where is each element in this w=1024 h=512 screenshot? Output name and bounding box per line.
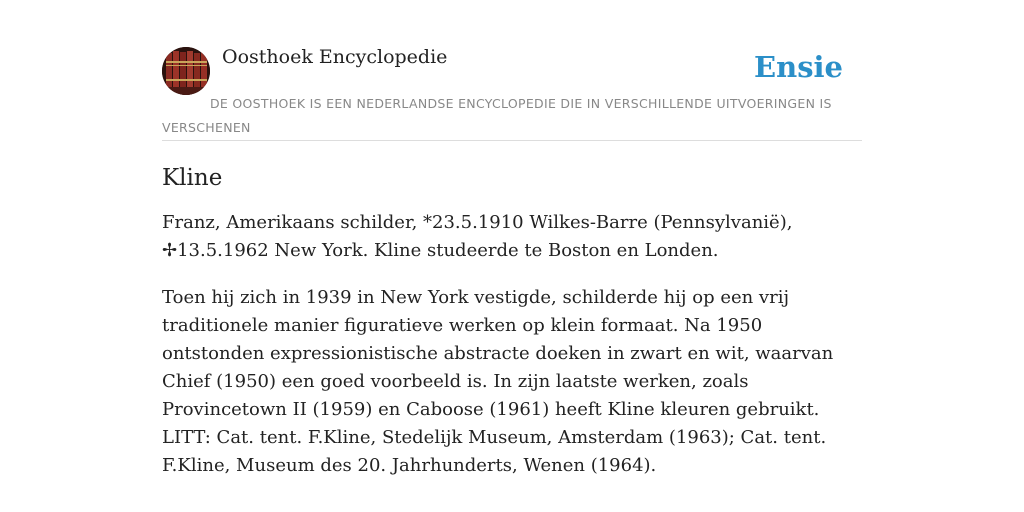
encyclopedia-books-icon [162,47,210,95]
article-paragraph: Toen hij zich in 1939 in New York vestigde, schilderde hij op een vrij traditionele manier figuratieve werken op klein formaat. Na 1950 ontstonden expressionistische abstracte doeken in zwart en wit, waarvan Chief (1950) een goed voorbeeld is. In zijn laatste werken, zoals Provincetown II (1959) en Caboose (1961) heeft Kline kleuren gebruikt. LITT: Cat. tent. F.Kline, Stedelijk Museum, Amsterdam (1963); Cat. tent. F.Kline, Museum des 20. Jahrhunderts, Wenen (1964). [162,287,834,476]
source-tagline: DE OOSTHOEK IS EEN NEDERLANDSE ENCYCLOPEDIE DIE IN VERSCHILLENDE UITVOERINGEN IS VERSCHENEN [162,96,832,135]
article-paragraph: Franz, Amerikaans schilder, *23.5.1910 Wilkes-Barre (Pennsylvanië), ✢13.5.1962 New York. Kline studeerde te Boston en Londen. [162,212,793,261]
source-title[interactable]: Oosthoek Encyclopedie [222,46,448,68]
article [162,160,862,499]
source-header [162,44,862,141]
brand-logo[interactable]: Ensie [754,50,843,84]
article-title: Kline [162,165,223,191]
source-avatar[interactable] [162,47,210,95]
